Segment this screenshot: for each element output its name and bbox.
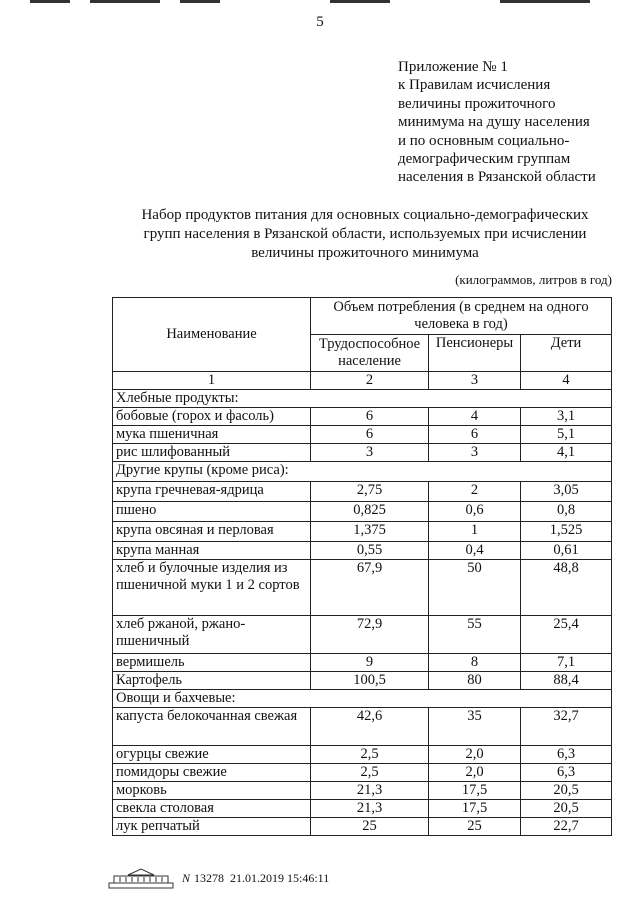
product-name: морковь xyxy=(113,782,311,800)
table-row xyxy=(113,482,612,502)
appendix-line: к Правилам исчисления xyxy=(398,77,551,94)
value-children: 0,61 xyxy=(521,542,612,560)
table-row xyxy=(113,800,612,818)
value-pensioners: 80 xyxy=(429,672,521,690)
value-pensioners: 25 xyxy=(429,818,521,836)
value-pensioners: 6 xyxy=(429,426,521,444)
units-note: (килограммов, литров в год) xyxy=(455,272,612,287)
food-basket-table xyxy=(112,297,612,836)
value-working-age: 0,825 xyxy=(311,502,429,522)
appendix-line: Приложение № 1 xyxy=(398,59,508,75)
value-children: 32,7 xyxy=(521,708,612,746)
value-working-age: 42,6 xyxy=(311,708,429,746)
value-children: 20,5 xyxy=(521,782,612,800)
value-working-age: 67,9 xyxy=(311,560,429,616)
value-pensioners: 8 xyxy=(429,654,521,672)
page-number: 5 xyxy=(316,14,324,30)
table-row xyxy=(113,708,612,746)
appendix-line: и по основным социально- xyxy=(398,132,570,149)
value-working-age: 100,5 xyxy=(311,672,429,690)
appendix-reference xyxy=(398,58,628,187)
value-children: 48,8 xyxy=(521,560,612,616)
value-pensioners: 2 xyxy=(429,482,521,502)
product-name: хлеб и булочные изделия из пшеничной муки 1 и 2 сортов xyxy=(113,560,311,616)
header-children: Дети xyxy=(521,335,612,372)
value-pensioners: 2,0 xyxy=(429,746,521,764)
value-children: 0,8 xyxy=(521,502,612,522)
header-pensioners: Пенсионеры xyxy=(429,335,521,372)
value-working-age: 9 xyxy=(311,654,429,672)
table-row xyxy=(113,746,612,764)
header-consumption: Объем потребления (в среднем на одного человека в год) xyxy=(311,298,612,335)
value-working-age: 2,75 xyxy=(311,482,429,502)
section-row xyxy=(113,690,612,708)
value-pensioners: 55 xyxy=(429,616,521,654)
value-working-age: 2,5 xyxy=(311,746,429,764)
value-children: 7,1 xyxy=(521,654,612,672)
header-name: Наименование xyxy=(113,298,311,372)
appendix-line: минимума на душу населения xyxy=(398,114,590,131)
value-pensioners: 3 xyxy=(429,444,521,462)
value-pensioners: 17,5 xyxy=(429,800,521,818)
value-pensioners: 17,5 xyxy=(429,782,521,800)
product-name: капуста белокочанная свежая xyxy=(113,708,311,746)
value-children: 20,5 xyxy=(521,800,612,818)
top-edge-marks xyxy=(30,0,610,4)
value-children: 25,4 xyxy=(521,616,612,654)
product-name: свекла столовая xyxy=(113,800,311,818)
value-pensioners: 0,4 xyxy=(429,542,521,560)
product-name: рис шлифованный xyxy=(113,444,311,462)
table-row xyxy=(113,672,612,690)
table-row xyxy=(113,408,612,426)
table-row xyxy=(113,616,612,654)
value-children: 3,05 xyxy=(521,482,612,502)
section-label: Хлебные продукты: xyxy=(113,390,612,408)
number-sign: N xyxy=(182,870,191,885)
col-number: 4 xyxy=(521,372,612,390)
product-name: крупа гречневая-ядрица xyxy=(113,482,311,502)
header-working-age: Трудоспособное население xyxy=(311,335,429,372)
product-name: помидоры свежие xyxy=(113,764,311,782)
product-name: хлеб ржаной, ржано-пшеничный xyxy=(113,616,311,654)
product-name: пшено xyxy=(113,502,311,522)
product-name: мука пшеничная xyxy=(113,426,311,444)
table-row xyxy=(113,764,612,782)
column-number-row xyxy=(113,372,612,390)
table-row xyxy=(113,818,612,836)
table-row xyxy=(113,426,612,444)
value-children: 6,3 xyxy=(521,746,612,764)
table-row xyxy=(113,782,612,800)
appendix-line: населения в Рязанской области xyxy=(398,169,596,186)
table-row xyxy=(113,654,612,672)
value-pensioners: 2,0 xyxy=(429,764,521,782)
section-label: Овощи и бахчевые: xyxy=(113,690,612,708)
section-label: Другие крупы (кроме риса): xyxy=(113,462,612,482)
value-working-age: 21,3 xyxy=(311,782,429,800)
value-pensioners: 4 xyxy=(429,408,521,426)
value-working-age: 21,3 xyxy=(311,800,429,818)
table-row xyxy=(113,502,612,522)
value-working-age: 6 xyxy=(311,426,429,444)
value-working-age: 3 xyxy=(311,444,429,462)
product-name: огурцы свежие xyxy=(113,746,311,764)
col-number: 1 xyxy=(113,372,311,390)
appendix-line: демографическим группам xyxy=(398,151,571,168)
value-children: 22,7 xyxy=(521,818,612,836)
col-number: 3 xyxy=(429,372,521,390)
title-line: величины прожиточного минимума xyxy=(251,245,479,261)
header-row xyxy=(113,298,612,335)
document-title xyxy=(100,206,630,263)
table-row xyxy=(113,560,612,616)
value-working-age: 0,55 xyxy=(311,542,429,560)
value-working-age: 1,375 xyxy=(311,522,429,542)
value-working-age: 72,9 xyxy=(311,616,429,654)
table-row xyxy=(113,522,612,542)
product-name: бобовые (горох и фасоль) xyxy=(113,408,311,426)
appendix-line: величины прожиточного xyxy=(398,95,556,112)
product-name: лук репчатый xyxy=(113,818,311,836)
product-name: крупа манная xyxy=(113,542,311,560)
title-line: групп населения в Рязанской области, используемых при исчислении xyxy=(143,226,587,242)
section-row xyxy=(113,390,612,408)
value-pensioners: 1 xyxy=(429,522,521,542)
value-children: 4,1 xyxy=(521,444,612,462)
value-working-age: 2,5 xyxy=(311,764,429,782)
product-name: крупа овсяная и перловая xyxy=(113,522,311,542)
document-number: 13278 xyxy=(194,870,225,885)
col-number: 2 xyxy=(311,372,429,390)
value-pensioners: 35 xyxy=(429,708,521,746)
value-pensioners: 0,6 xyxy=(429,502,521,522)
product-name: вермишель xyxy=(113,654,311,672)
value-pensioners: 50 xyxy=(429,560,521,616)
title-line: Набор продуктов питания для основных социально-демографических xyxy=(141,207,589,223)
section-row xyxy=(113,462,612,482)
value-children: 3,1 xyxy=(521,408,612,426)
value-working-age: 6 xyxy=(311,408,429,426)
registration-timestamp: 21.01.2019 15:46:11 xyxy=(230,870,330,885)
value-children: 5,1 xyxy=(521,426,612,444)
table-row xyxy=(113,444,612,462)
value-children: 1,525 xyxy=(521,522,612,542)
table-row xyxy=(113,542,612,560)
product-name: Картофель xyxy=(113,672,311,690)
footer xyxy=(108,866,329,890)
value-working-age: 25 xyxy=(311,818,429,836)
value-children: 6,3 xyxy=(521,764,612,782)
building-stamp-icon xyxy=(108,867,174,889)
value-children: 88,4 xyxy=(521,672,612,690)
